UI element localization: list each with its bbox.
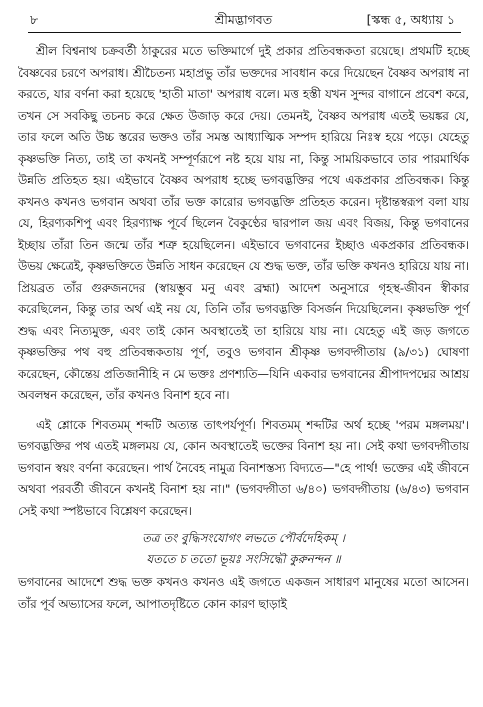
page-header bbox=[18, 6, 469, 32]
running-title: শ্রীমদ্ভাগবত bbox=[214, 12, 273, 27]
paragraph-1: শ্রীল বিশ্বনাথ চক্রবর্তী ঠাকুরের মতে ভক্তিমার্গে দুই প্রকার প্রতিবন্ধকতা রয়েছে। প্রথমটি হচ্ছে বৈষ্ণবের চরণে অপরাধ। শ্রীচৈতন্য মহাপ্রভু তাঁর ভক্তদের সাবধান করে দিয়েছেন বৈষ্ণব অপরাধ না করতে, যার বর্ণনা করা হয়েছে 'হাতী মাতা' অপরাধ বলে। মত্ত হস্তী যখন সুন্দর বাগানে প্রবেশ করে, তখন সে সবকিছু তচনচ করে ক্ষেত উজাড় করে দেয়। তেমনই, বৈষ্ণব অপরাধ এতই ভয়ঙ্কর যে, তার ফলে অতি উচ্চ স্তরের ভক্তও তাঁর সমস্ত আধ্যাত্মিক সম্পদ হারিয়ে নিঃস্ব হয়ে পড়ে। যেহেতু কৃষ্ণভক্তি নিত্য, তাই তা কখনই সম্পূর্ণরূপে নষ্ট হয়ে যায় না, কিন্তু সাময়িকভাবে তার পারমার্থিক উন্নতি প্রতিহত হয়। এইভাবে বৈষ্ণব অপরাধ হচ্ছে ভগবদ্ভক্তির পথে একপ্রকার প্রতিবন্ধক। কিন্তু কখনও কখনও ভগবান অথবা তাঁর ভক্ত কারোর ভগবদ্ভক্তি প্রতিহত করেন। দৃষ্টান্তস্বরূপ বলা যায় যে, হিরণ্যকশিপু এবং হিরণ্যাক্ষ পূর্বে ছিলেন বৈকুণ্ঠের দ্বারপাল জয় এবং বিজয়, কিন্তু ভগবানের ইচ্ছায় তাঁরা তিন জন্মে তাঁর শত্রু হয়েছিলেন। এইভাবে ভগবানের ইচ্ছাও একপ্রকার প্রতিবন্ধক। উভয় ক্ষেত্রেই, কৃষ্ণভক্তিতে উন্নতি সাধন করেছেন যে শুদ্ধ ভক্ত, তাঁর ভক্তি কখনও হারিয়ে যায় না। প্রিয়ব্রত তাঁর গুরুজনদের (স্বায়ম্ভুব মনু এবং ব্রহ্মা) আদেশ অনুসারে গৃহস্থ-জীবন স্বীকার করেছিলেন, কিন্তু তার অর্থ এই নয় যে, তিনি তাঁর ভগবদ্ভক্তি বিসর্জন দিয়েছিলেন। কৃষ্ণভক্তি পূর্ণ শুদ্ধ এবং নিত্যমুক্ত, এবং তাই কোন অবস্থাতেই তা হারিয়ে যায় না। যেহেতু এই জড় জগতে কৃষ্ণভক্তির পথ বহু প্রতিবন্ধকতায় পূর্ণ, তবুও ভগবান শ্রীকৃষ্ণ ভগবদ্গীতায় (৯/৩১) ঘোষণা করেছেন, কৌন্তেয় প্রতিজানীহি ন মে ভক্তঃ প্রণশ্যতি—যিনি একবার ভগবানের শ্রীপাদপদ্মের আশ্রয় অবলম্বন করেছেন, তাঁর কখনও বিনাশ হবে না। bbox=[18, 44, 469, 402]
sanskrit-verse bbox=[18, 528, 469, 570]
page-number: ৮ bbox=[30, 12, 39, 27]
verse-line-2: যততে চ ততো ভূয়ঃ সংসিদ্ধৌ কুরুনন্দন ॥ bbox=[146, 552, 341, 566]
page-body bbox=[18, 41, 469, 615]
section-reference: [স্কন্ধ ৫, অধ্যায় ১ bbox=[366, 12, 455, 27]
paragraph-3: ভগবানের আদেশে শুদ্ধ ভক্ত কখনও কখনও এই জগতে একজন সাধারণ মানুষের মতো আসেন। তাঁর পূর্ব অভ্যাসের ফলে, আপাতদৃষ্টিতে কোন কারণ ছাড়াই bbox=[18, 575, 469, 611]
header-divider bbox=[28, 32, 461, 33]
verse-line-1: তত্র তং বুদ্ধিসংযোগং লভতে পৌর্বদেহিকম্‌ । bbox=[142, 531, 345, 545]
paragraph-2: এই শ্লোকে শিবতমম্‌ শব্দটি অত্যন্ত তাৎপর্যপূর্ণ। শিবতমম্‌ শব্দটির অর্থ হচ্ছে 'পরম মঙ্গলময়'। ভগবদ্ভক্তির পথ এতই মঙ্গলময় যে, কোন অবস্থাতেই ভক্তের বিনাশ হয় না। সেই কথা ভগবদ্গীতায় ভগবান স্বয়ং বর্ণনা করেছেন। পার্থ নৈবেহ নামুত্র বিনাশস্তস্য বিদ্যতে—"হে পার্থ! ভক্তের এই জীবনে অথবা পরবর্তী জীবনে কখনই বিনাশ হয় না।" (ভগবদ্গীতা ৬/৪০) ভগবদ্গীতায় (৬/৪৩) ভগবান সেই কথা স্পষ্টভাবে বিশ্লেষণ করেছেন। bbox=[18, 417, 469, 518]
